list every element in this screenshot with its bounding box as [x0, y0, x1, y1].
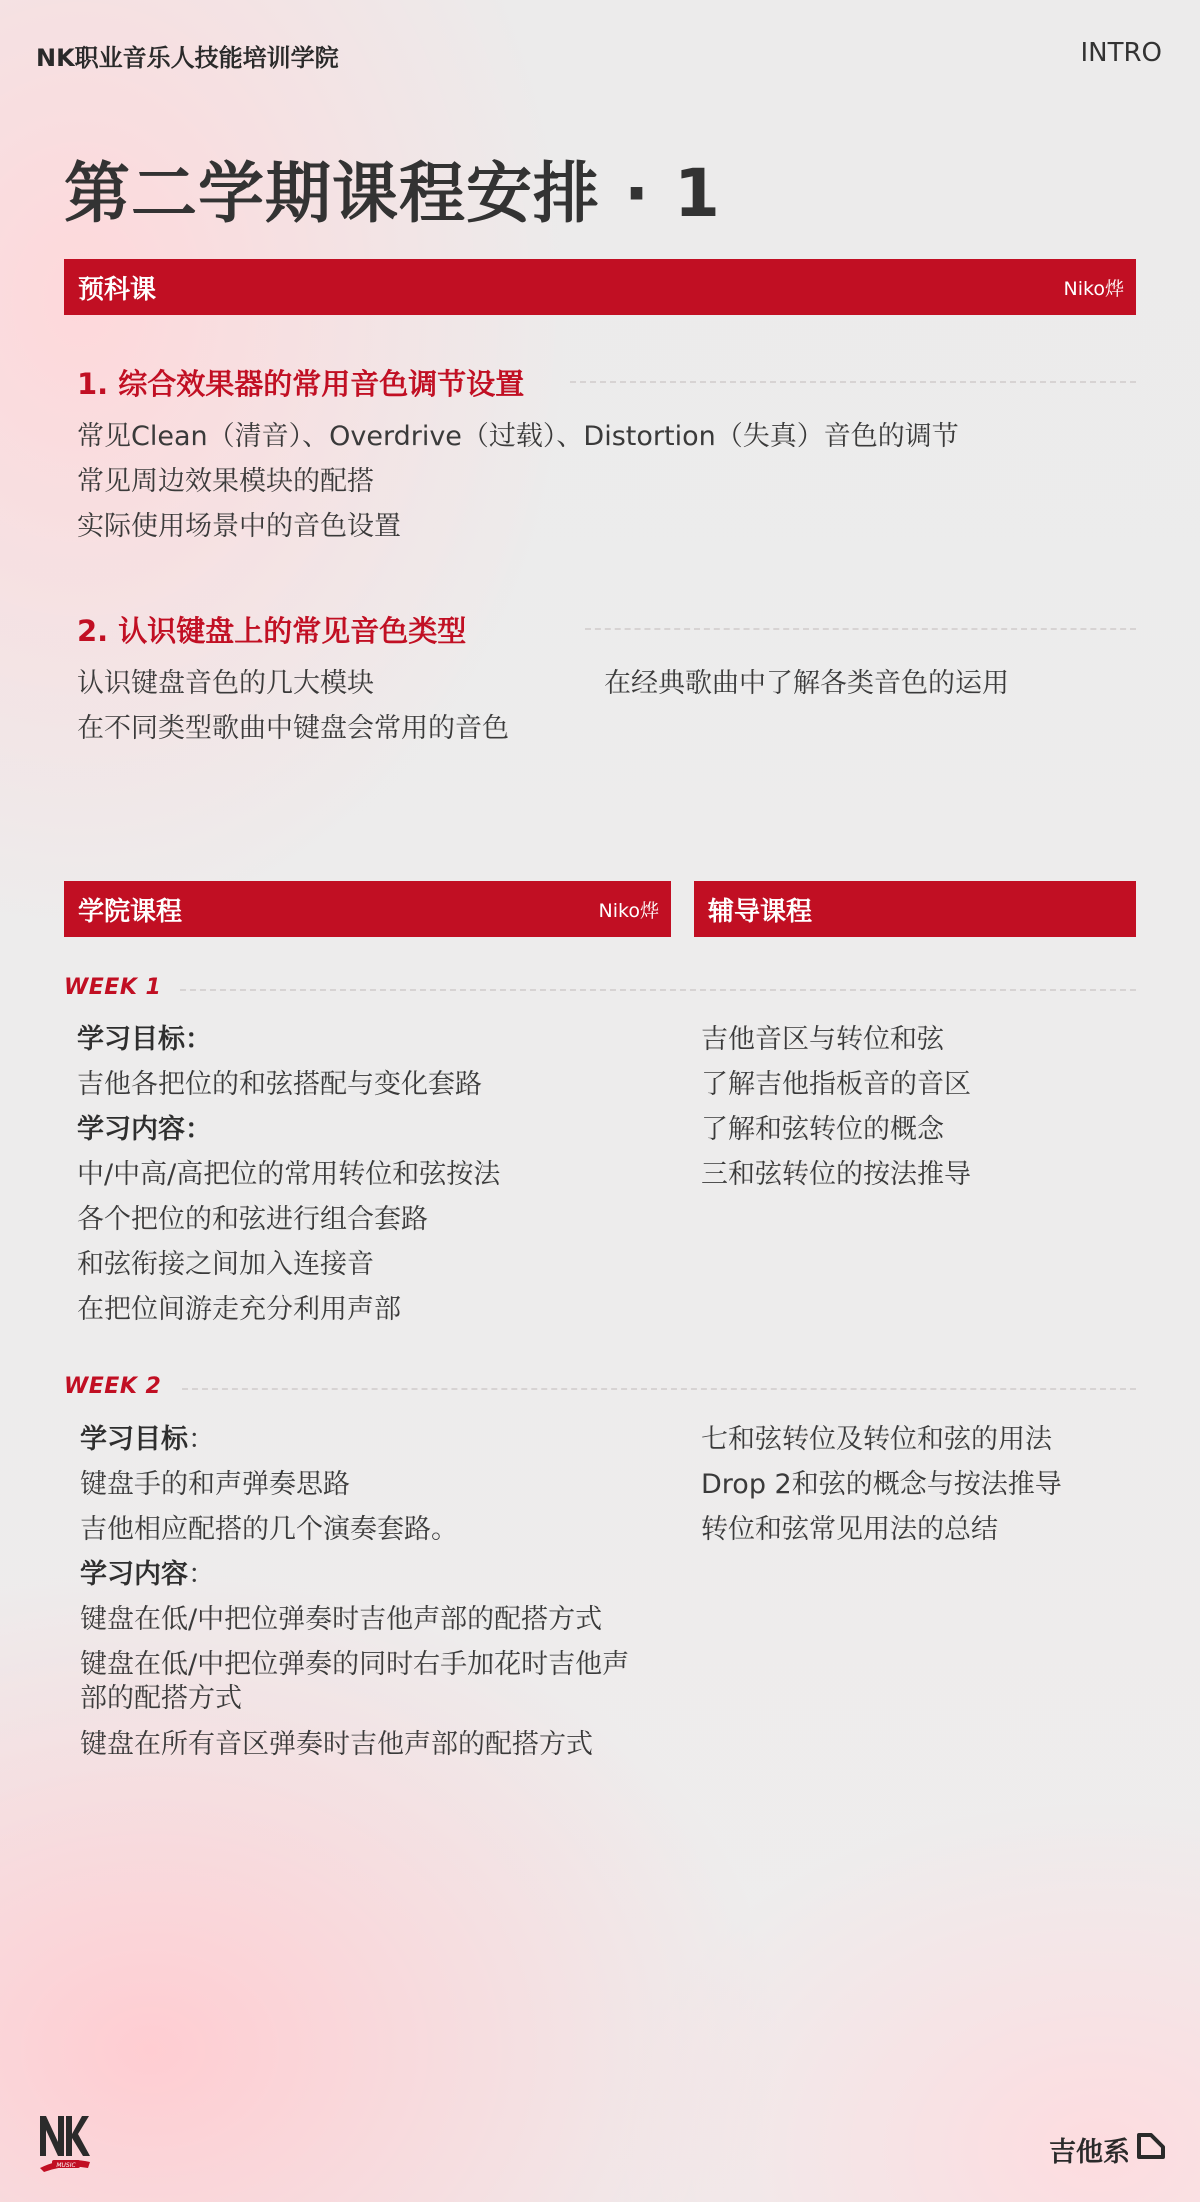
page-title: 第二学期课程安排 · 1 [64, 155, 721, 232]
week-divider [182, 1388, 1136, 1390]
list-item: 在经典歌曲中了解各类音色的运用 [604, 668, 1009, 699]
section-title-effects: 1. 综合效果器的常用音色调节设置 [77, 367, 525, 401]
list-item: 键盘在所有音区弹奏时吉他声部的配搭方式 [80, 1729, 593, 1760]
content-colon: ： [188, 1559, 215, 1590]
prep-teacher: Niko烨 [1063, 277, 1124, 300]
section-divider [585, 628, 1136, 630]
list-item: 常见周边效果模块的配搭 [77, 466, 374, 497]
section-divider [570, 381, 1136, 383]
list-item: 七和弦转位及转位和弦的用法 [701, 1424, 1052, 1455]
svg-text:MUSIC: MUSIC [56, 2162, 76, 2169]
section-title-keyboard: 2. 认识键盘上的常见音色类型 [77, 614, 467, 648]
list-item: 键盘手的和声弹奏思路 [80, 1469, 350, 1500]
academy-course-label: 学院课程 [78, 896, 183, 927]
tutoring-course-bar [694, 881, 1136, 937]
week-2-label: WEEK 2 [64, 1374, 162, 1399]
corner-arrow-icon [1136, 2132, 1166, 2167]
week-2-academy-content [80, 1417, 640, 1767]
effects-content [77, 414, 959, 549]
series-name: 吉他系 [1049, 2137, 1130, 2168]
keyboard-content-left [77, 661, 509, 751]
prep-course-label: 预科课 [78, 274, 157, 305]
week-2-tutoring-content [701, 1417, 1062, 1552]
goal-colon: ： [188, 1424, 215, 1455]
list-item: 了解和弦转位的概念 [701, 1114, 944, 1145]
nk-music-logo [36, 2112, 94, 2174]
list-item: Drop 2和弦的概念与按法推导 [701, 1469, 1062, 1500]
academy-course-bar [64, 881, 671, 937]
keyboard-content-right [604, 661, 1009, 706]
tutoring-course-label: 辅导课程 [708, 896, 813, 927]
week-1-label: WEEK 1 [64, 975, 162, 1000]
content-label: 学习内容： [77, 1114, 212, 1145]
list-item: 吉他音区与转位和弦 [701, 1024, 944, 1055]
list-item: 吉他相应配搭的几个演奏套路。 [80, 1514, 458, 1545]
list-item: 常见Clean（清音）、Overdrive（过载）、Distortion（失真）音色的调节 [77, 421, 959, 452]
list-item: 在不同类型歌曲中键盘会常用的音色 [77, 713, 509, 744]
list-item: 中/中高/高把位的常用转位和弦按法 [77, 1159, 501, 1190]
list-item: 实际使用场景中的音色设置 [77, 511, 401, 542]
list-item: 键盘在低/中把位弹奏时吉他声部的配搭方式 [80, 1604, 603, 1635]
content-label: 学习内容 [80, 1559, 188, 1590]
list-item: 各个把位的和弦进行组合套路 [77, 1204, 428, 1235]
list-item: 转位和弦常见用法的总结 [701, 1514, 998, 1545]
prep-course-bar [64, 259, 1136, 315]
list-item: 键盘在低/中把位弹奏的同时右手加花时吉他声部的配搭方式 [80, 1649, 630, 1714]
intro-label: INTRO [1080, 38, 1162, 68]
week-divider [180, 989, 1136, 991]
list-item: 在把位间游走充分利用声部 [77, 1294, 401, 1325]
academy-teacher: Niko烨 [598, 899, 659, 922]
week-1-tutoring-content [701, 1017, 971, 1197]
list-item: 吉他各把位的和弦搭配与变化套路 [77, 1069, 482, 1100]
list-item: 三和弦转位的按法推导 [701, 1159, 971, 1190]
list-item: 了解吉他指板音的音区 [701, 1069, 971, 1100]
goal-label: 学习目标 [80, 1424, 188, 1455]
week-1-academy-content [77, 1017, 500, 1332]
series-label [1049, 2130, 1166, 2169]
brand-name: NK职业音乐人技能培训学院 [36, 44, 339, 72]
list-item: 和弦衔接之间加入连接音 [77, 1249, 374, 1280]
goal-label: 学习目标： [77, 1024, 212, 1055]
list-item: 认识键盘音色的几大模块 [77, 668, 374, 699]
